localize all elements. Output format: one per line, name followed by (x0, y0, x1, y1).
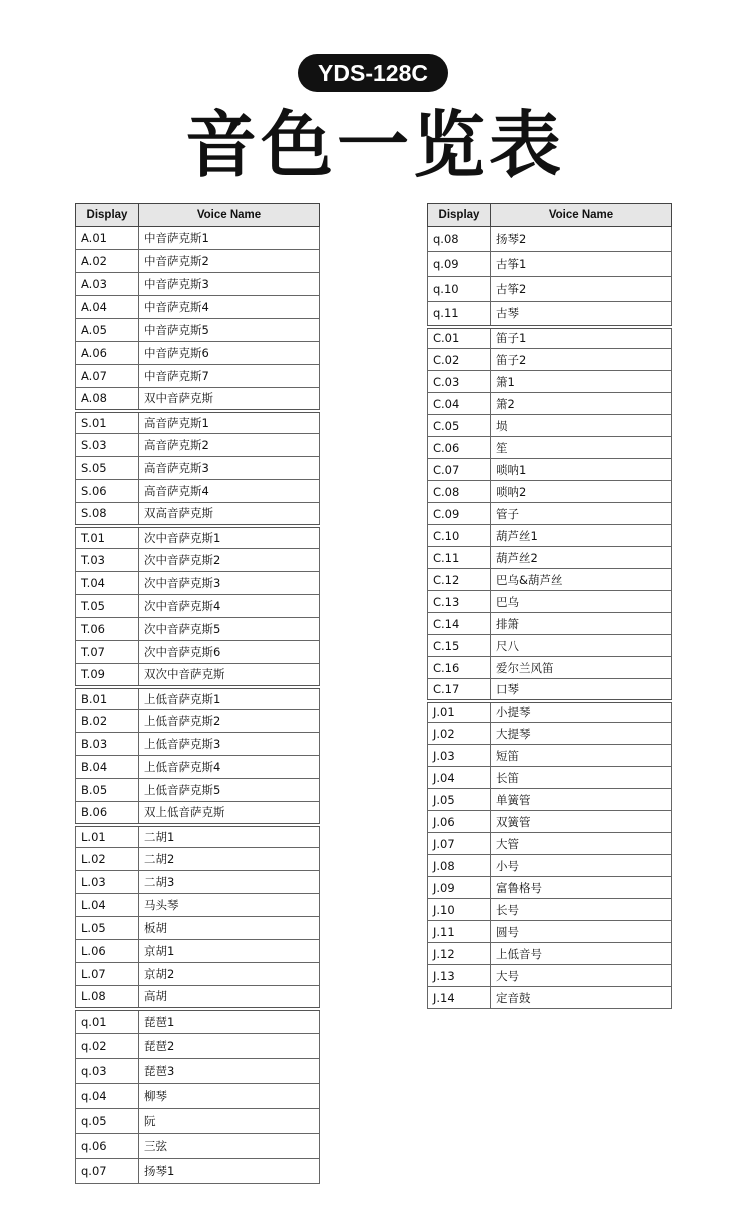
display-code-cell: T.09 (76, 664, 139, 687)
display-code-cell: A.07 (76, 365, 139, 388)
voice-table-right (427, 203, 672, 1009)
voice-name-column-header: Voice Name (139, 204, 320, 227)
voice-name-cell: 小提琴 (491, 701, 672, 723)
table-row (428, 877, 672, 899)
display-code-cell: B.01 (76, 687, 139, 710)
table-row (428, 459, 672, 481)
voice-name-cell: 箫1 (491, 371, 672, 393)
voice-name-cell: 次中音萨克斯5 (139, 618, 320, 641)
table-row (76, 618, 320, 641)
table-row (428, 569, 672, 591)
voice-name-cell: 上低音萨克斯2 (139, 710, 320, 733)
table-row (76, 227, 320, 250)
voice-name-cell: 马头琴 (139, 894, 320, 917)
display-code-cell: B.03 (76, 733, 139, 756)
display-code-cell: C.01 (428, 327, 491, 349)
voice-table-left (75, 203, 320, 1184)
voice-name-cell: 中音萨克斯6 (139, 342, 320, 365)
display-code-cell: A.06 (76, 342, 139, 365)
display-code-cell: B.06 (76, 802, 139, 825)
table-row (76, 296, 320, 319)
display-code-cell: B.02 (76, 710, 139, 733)
display-code-cell: q.05 (76, 1109, 139, 1134)
table-row (428, 349, 672, 371)
table-row (428, 855, 672, 877)
display-code-cell: L.08 (76, 986, 139, 1009)
voice-name-cell: 埙 (491, 415, 672, 437)
voice-name-cell: 古筝1 (491, 252, 672, 277)
display-code-cell: S.08 (76, 503, 139, 526)
table-row (428, 503, 672, 525)
table-row (428, 701, 672, 723)
voice-name-cell: 古琴 (491, 302, 672, 327)
table-row (428, 525, 672, 547)
voice-name-cell: 大提琴 (491, 723, 672, 745)
voice-name-cell: 次中音萨克斯3 (139, 572, 320, 595)
table-row (428, 371, 672, 393)
voice-name-cell: 中音萨克斯7 (139, 365, 320, 388)
table-row (76, 779, 320, 802)
table-row (428, 327, 672, 349)
voice-table-left-body (76, 227, 320, 1184)
display-code-cell: q.06 (76, 1134, 139, 1159)
voice-name-cell: 口琴 (491, 679, 672, 701)
display-code-cell: q.03 (76, 1059, 139, 1084)
voice-name-cell: 高音萨克斯4 (139, 480, 320, 503)
display-code-cell: T.05 (76, 595, 139, 618)
table-row (76, 319, 320, 342)
table-row (428, 302, 672, 327)
voice-name-cell: 定音鼓 (491, 987, 672, 1009)
voice-name-cell: 上低音萨克斯4 (139, 756, 320, 779)
voice-name-cell: 圆号 (491, 921, 672, 943)
voice-name-cell: 双中音萨克斯 (139, 388, 320, 411)
table-row (428, 679, 672, 701)
table-row (76, 365, 320, 388)
display-code-cell: A.05 (76, 319, 139, 342)
voice-name-cell: 琵琶3 (139, 1059, 320, 1084)
table-row (76, 802, 320, 825)
display-code-cell: T.07 (76, 641, 139, 664)
voice-name-cell: 次中音萨克斯1 (139, 526, 320, 549)
voice-name-cell: 管子 (491, 503, 672, 525)
display-code-cell: C.17 (428, 679, 491, 701)
table-header-row (428, 204, 672, 227)
table-row (76, 894, 320, 917)
voice-name-cell: 中音萨克斯3 (139, 273, 320, 296)
display-code-cell: C.05 (428, 415, 491, 437)
table-row (428, 591, 672, 613)
table-row (76, 1059, 320, 1084)
table-row (76, 595, 320, 618)
display-code-cell: J.07 (428, 833, 491, 855)
display-code-cell: C.13 (428, 591, 491, 613)
voice-name-cell: 古筝2 (491, 277, 672, 302)
display-code-cell: S.05 (76, 457, 139, 480)
voice-name-cell: 巴乌&葫芦丝 (491, 569, 672, 591)
display-code-cell: C.16 (428, 657, 491, 679)
table-row (76, 986, 320, 1009)
table-row (76, 480, 320, 503)
table-row (428, 481, 672, 503)
voice-name-cell: 双次中音萨克斯 (139, 664, 320, 687)
display-code-cell: C.03 (428, 371, 491, 393)
voice-name-cell: 琵琶2 (139, 1034, 320, 1059)
display-code-cell: J.02 (428, 723, 491, 745)
display-code-cell: C.12 (428, 569, 491, 591)
table-row (76, 250, 320, 273)
voice-name-cell: 中音萨克斯4 (139, 296, 320, 319)
table-row (76, 687, 320, 710)
table-row (428, 745, 672, 767)
display-code-cell: q.01 (76, 1009, 139, 1034)
table-row (428, 965, 672, 987)
voice-name-cell: 中音萨克斯5 (139, 319, 320, 342)
display-code-cell: J.04 (428, 767, 491, 789)
display-code-cell: A.08 (76, 388, 139, 411)
display-code-cell: T.03 (76, 549, 139, 572)
display-code-cell: q.08 (428, 227, 491, 252)
table-row (76, 1159, 320, 1184)
voice-name-cell: 板胡 (139, 917, 320, 940)
model-badge: YDS-128C (298, 54, 448, 92)
display-column-header: Display (76, 204, 139, 227)
table-row (428, 437, 672, 459)
voice-name-cell: 排箫 (491, 613, 672, 635)
display-code-cell: T.06 (76, 618, 139, 641)
display-code-cell: J.05 (428, 789, 491, 811)
display-code-cell: A.02 (76, 250, 139, 273)
voice-name-cell: 尺八 (491, 635, 672, 657)
page-title: 音色一览表 (184, 103, 565, 187)
display-code-cell: q.07 (76, 1159, 139, 1184)
table-row (428, 547, 672, 569)
display-code-cell: C.10 (428, 525, 491, 547)
table-row (428, 227, 672, 252)
display-code-cell: C.02 (428, 349, 491, 371)
display-code-cell: B.05 (76, 779, 139, 802)
display-code-cell: J.14 (428, 987, 491, 1009)
table-row (76, 1034, 320, 1059)
table-row (76, 825, 320, 848)
voice-name-cell: 阮 (139, 1109, 320, 1134)
voice-table-right-body (428, 227, 672, 1009)
display-code-cell: q.10 (428, 277, 491, 302)
table-row (76, 1009, 320, 1034)
display-code-cell: L.07 (76, 963, 139, 986)
display-code-cell: J.09 (428, 877, 491, 899)
table-row (428, 252, 672, 277)
voice-name-cell: 唢呐2 (491, 481, 672, 503)
voice-name-cell: 笙 (491, 437, 672, 459)
voice-name-cell: 高音萨克斯3 (139, 457, 320, 480)
table-row (76, 1084, 320, 1109)
table-row (428, 811, 672, 833)
display-code-cell: J.06 (428, 811, 491, 833)
voice-name-cell: 高胡 (139, 986, 320, 1009)
voice-name-cell: 小号 (491, 855, 672, 877)
display-code-cell: L.05 (76, 917, 139, 940)
display-code-cell: J.13 (428, 965, 491, 987)
voice-name-cell: 双簧管 (491, 811, 672, 833)
table-row (76, 457, 320, 480)
table-row (76, 917, 320, 940)
table-row (428, 657, 672, 679)
voice-name-cell: 唢呐1 (491, 459, 672, 481)
display-code-cell: J.08 (428, 855, 491, 877)
voice-name-cell: 短笛 (491, 745, 672, 767)
table-row (76, 411, 320, 434)
voice-name-cell: 次中音萨克斯6 (139, 641, 320, 664)
table-row (76, 526, 320, 549)
table-row (76, 503, 320, 526)
table-row (76, 388, 320, 411)
table-row (76, 848, 320, 871)
table-row (76, 1134, 320, 1159)
table-row (428, 393, 672, 415)
display-code-cell: q.11 (428, 302, 491, 327)
table-row (76, 434, 320, 457)
table-row (428, 723, 672, 745)
display-code-cell: T.01 (76, 526, 139, 549)
voice-name-cell: 高音萨克斯1 (139, 411, 320, 434)
voice-name-cell: 大管 (491, 833, 672, 855)
voice-name-cell: 次中音萨克斯2 (139, 549, 320, 572)
table-row (428, 899, 672, 921)
voice-name-cell: 长笛 (491, 767, 672, 789)
table-row (76, 940, 320, 963)
voice-name-cell: 双上低音萨克斯 (139, 802, 320, 825)
voice-name-cell: 二胡1 (139, 825, 320, 848)
table-row (76, 871, 320, 894)
voice-name-cell: 扬琴1 (139, 1159, 320, 1184)
voice-name-cell: 琵琶1 (139, 1009, 320, 1034)
display-code-cell: C.09 (428, 503, 491, 525)
display-code-cell: C.07 (428, 459, 491, 481)
display-column-header: Display (428, 204, 491, 227)
display-code-cell: C.14 (428, 613, 491, 635)
table-row (76, 710, 320, 733)
table-row (428, 987, 672, 1009)
voice-name-cell: 二胡3 (139, 871, 320, 894)
display-code-cell: L.03 (76, 871, 139, 894)
voice-name-cell: 中音萨克斯2 (139, 250, 320, 273)
table-header-row (76, 204, 320, 227)
display-code-cell: C.11 (428, 547, 491, 569)
display-code-cell: A.03 (76, 273, 139, 296)
display-code-cell: L.01 (76, 825, 139, 848)
display-code-cell: J.11 (428, 921, 491, 943)
display-code-cell: q.04 (76, 1084, 139, 1109)
voice-name-cell: 上低音号 (491, 943, 672, 965)
table-row (76, 572, 320, 595)
voice-name-cell: 二胡2 (139, 848, 320, 871)
voice-name-cell: 柳琴 (139, 1084, 320, 1109)
display-code-cell: L.06 (76, 940, 139, 963)
voice-name-column-header: Voice Name (491, 204, 672, 227)
voice-name-cell: 箫2 (491, 393, 672, 415)
display-code-cell: q.02 (76, 1034, 139, 1059)
voice-name-cell: 巴乌 (491, 591, 672, 613)
voice-name-cell: 爱尔兰风笛 (491, 657, 672, 679)
display-code-cell: S.06 (76, 480, 139, 503)
table-row (428, 277, 672, 302)
voice-name-cell: 上低音萨克斯1 (139, 687, 320, 710)
table-row (76, 1109, 320, 1134)
table-row (76, 342, 320, 365)
voice-name-cell: 中音萨克斯1 (139, 227, 320, 250)
table-row (76, 756, 320, 779)
voice-name-cell: 扬琴2 (491, 227, 672, 252)
table-row (76, 963, 320, 986)
display-code-cell: J.03 (428, 745, 491, 767)
display-code-cell: q.09 (428, 252, 491, 277)
display-code-cell: T.04 (76, 572, 139, 595)
display-code-cell: A.04 (76, 296, 139, 319)
table-row (428, 767, 672, 789)
display-code-cell: S.03 (76, 434, 139, 457)
table-row (428, 415, 672, 437)
table-row (428, 613, 672, 635)
voice-name-cell: 笛子1 (491, 327, 672, 349)
display-code-cell: C.15 (428, 635, 491, 657)
table-row (76, 273, 320, 296)
display-code-cell: J.01 (428, 701, 491, 723)
table-row (76, 733, 320, 756)
voice-name-cell: 葫芦丝2 (491, 547, 672, 569)
table-row (76, 664, 320, 687)
display-code-cell: C.06 (428, 437, 491, 459)
table-row (76, 641, 320, 664)
voice-name-cell: 上低音萨克斯3 (139, 733, 320, 756)
voice-name-cell: 双高音萨克斯 (139, 503, 320, 526)
voice-name-cell: 上低音萨克斯5 (139, 779, 320, 802)
voice-name-cell: 长号 (491, 899, 672, 921)
display-code-cell: J.10 (428, 899, 491, 921)
voice-name-cell: 富鲁格号 (491, 877, 672, 899)
display-code-cell: S.01 (76, 411, 139, 434)
voice-name-cell: 葫芦丝1 (491, 525, 672, 547)
table-row (428, 943, 672, 965)
voice-name-cell: 单簧管 (491, 789, 672, 811)
display-code-cell: C.04 (428, 393, 491, 415)
display-code-cell: A.01 (76, 227, 139, 250)
display-code-cell: B.04 (76, 756, 139, 779)
voice-name-cell: 高音萨克斯2 (139, 434, 320, 457)
table-row (428, 635, 672, 657)
display-code-cell: L.02 (76, 848, 139, 871)
table-row (428, 921, 672, 943)
voice-name-cell: 京胡1 (139, 940, 320, 963)
voice-name-cell: 次中音萨克斯4 (139, 595, 320, 618)
display-code-cell: L.04 (76, 894, 139, 917)
voice-name-cell: 笛子2 (491, 349, 672, 371)
voice-name-cell: 三弦 (139, 1134, 320, 1159)
table-row (428, 833, 672, 855)
voice-name-cell: 京胡2 (139, 963, 320, 986)
table-row (428, 789, 672, 811)
voice-name-cell: 大号 (491, 965, 672, 987)
display-code-cell: C.08 (428, 481, 491, 503)
table-row (76, 549, 320, 572)
display-code-cell: J.12 (428, 943, 491, 965)
